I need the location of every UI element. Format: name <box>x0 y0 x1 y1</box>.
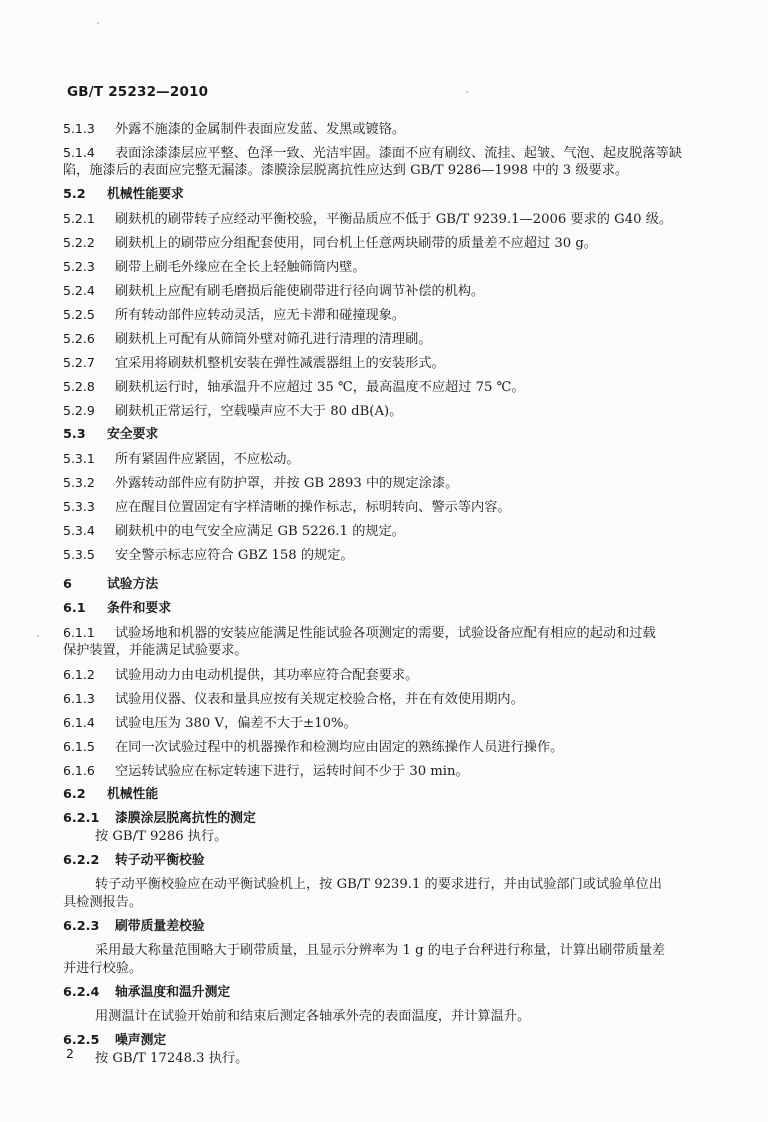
clause-text: 试验用仪器、仪表和量具应按有关规定校验合格，并在有效使用期内。 <box>115 692 524 707</box>
continuation-line <box>63 894 723 912</box>
clause-text: 外露转动部件应有防护罩，并按 GB 2893 中的规定涂漆。 <box>115 476 459 491</box>
clause-number: 5.2.7 <box>63 355 95 370</box>
clause-text: 试验电压为 380 V，偏差不大于±10%。 <box>115 716 357 731</box>
clause-number: 6.1.2 <box>63 667 95 682</box>
clause-number: 5.3.5 <box>63 547 95 562</box>
clause-number: 5.3.3 <box>63 499 95 514</box>
clause-line <box>63 258 723 277</box>
standard-header: GB/T 25232—2010 <box>67 84 209 100</box>
clause-number: 6.2.3 <box>63 919 100 934</box>
clause-line <box>63 810 723 828</box>
clause-text: 刷麸机上可配有从筛筒外壁对筛孔进行清理的清理刷。 <box>115 332 432 347</box>
clause-text: 具检测报告。 <box>63 895 143 910</box>
clause-line <box>63 666 723 685</box>
section-heading: 试验方法 <box>107 577 159 592</box>
clause-text: 并进行校验。 <box>63 961 143 976</box>
clause-number: 5.2 <box>63 187 86 202</box>
clause-text: 刷麸机正常运行，空载噪声应不大于 80 dB(A)。 <box>115 404 403 419</box>
clause-number: 6.2.4 <box>63 985 100 1000</box>
clause-line <box>63 402 723 421</box>
section-heading: 条件和要求 <box>107 601 171 616</box>
clause-line <box>63 354 723 373</box>
clause-text: 采用最大称量范围略大于刷带质量，且显示分辨率为 1 g 的电子台秤进行称量，计算出刷带质量差 <box>95 943 666 958</box>
clause-line <box>63 306 723 325</box>
clause-number: 5.2.5 <box>63 307 95 322</box>
clause-line <box>63 918 723 936</box>
clause-text: 按 GB/T 17248.3 执行。 <box>95 1051 249 1066</box>
section-heading: 轴承温度和温升测定 <box>115 985 231 1000</box>
clause-number: 6.1.6 <box>63 763 95 778</box>
clause-number: 5.2.1 <box>63 211 95 226</box>
clause-number: 6.2 <box>63 787 86 802</box>
clause-text: 试验场地和机器的安装应能满足性能试验各项测定的需要，试验设备应配有相应的起动和过载 <box>115 626 656 641</box>
clause-text: 安全警示标志应符合 GBZ 158 的规定。 <box>115 548 354 563</box>
clause-text: 所有转动部件应转动灵活，应无卡滞和碰撞现象。 <box>115 308 406 323</box>
clause-number: 6.1 <box>63 601 86 616</box>
clause-number: 6.2.5 <box>63 1033 100 1048</box>
clause-text: 刷麸机中的电气安全应满足 GB 5226.1 的规定。 <box>115 524 405 539</box>
clause-text: 保护装置，并能满足试验要求。 <box>63 643 248 658</box>
section-heading: 机械性能要求 <box>107 187 184 202</box>
clause-number: 5.2.9 <box>63 403 95 418</box>
clause-line <box>63 426 723 444</box>
clause-text: 外露不施漆的金属制件表面应发蓝、发黑或镀铬。 <box>115 122 406 137</box>
clause-number: 5.3 <box>63 427 86 442</box>
continuation-line <box>95 1008 755 1026</box>
clause-line <box>63 600 723 618</box>
clause-number: 5.2.4 <box>63 283 95 298</box>
clause-line <box>63 546 723 565</box>
clause-text: 空运转试验应在标定转速下进行，运转时间不少于 30 min。 <box>115 764 469 779</box>
clause-text: 所有紧固件应紧固，不应松动。 <box>115 452 300 467</box>
section-heading: 机械性能 <box>107 787 159 802</box>
clause-line <box>63 984 723 1002</box>
clause-number: 6.2.1 <box>63 811 100 826</box>
continuation-line <box>63 642 723 660</box>
clause-line <box>63 210 723 229</box>
clause-text: 应在醒目位置固定有字样清晰的操作标志，标明转向、警示等内容。 <box>115 500 511 515</box>
clause-text: 刷麸机上应配有刷毛磨损后能使刷带进行径向调节补偿的机构。 <box>115 284 485 299</box>
clause-line <box>63 474 723 493</box>
clause-text: 按 GB/T 9286 执行。 <box>95 829 228 844</box>
clause-line <box>63 762 723 781</box>
clause-text: 宜采用将刷麸机整机安装在弹性减震器组上的安装形式。 <box>115 356 445 371</box>
clause-line <box>63 522 723 541</box>
section-heading: 漆膜涂层脱离抗性的测定 <box>115 811 256 826</box>
clause-line <box>63 330 723 349</box>
clause-text: 刷带上刷毛外缘应在全长上轻触筛筒内壁。 <box>115 260 366 275</box>
clause-line <box>63 624 723 643</box>
section-heading: 安全要求 <box>107 427 159 442</box>
section-heading: 刷带质量差校验 <box>115 919 205 934</box>
clause-number: 6.1.5 <box>63 739 95 754</box>
clause-line <box>63 120 723 139</box>
continuation-line <box>95 1050 755 1068</box>
clause-number: 5.2.8 <box>63 379 95 394</box>
clause-text: 表面涂漆漆层应平整、色泽一致、光洁牢固。漆面不应有刷纹、流挂、起皱、气泡、起皮脱落等缺 <box>115 146 683 161</box>
clause-line <box>63 714 723 733</box>
clause-text: 转子动平衡校验应在动平衡试验机上，按 GB/T 9239.1 的要求进行，并由试验部门或试验单位出 <box>95 877 662 892</box>
clause-line <box>63 282 723 301</box>
continuation-line <box>63 162 723 180</box>
clause-number: 5.3.4 <box>63 523 95 538</box>
clause-line <box>63 690 723 709</box>
clause-line <box>63 852 723 870</box>
page-number: 2 <box>66 1046 74 1061</box>
clause-number: 5.2.2 <box>63 235 95 250</box>
clause-text: 刷麸机上的刷带应分组配套使用，同台机上任意两块刷带的质量差不应超过 30 g。 <box>115 236 597 251</box>
clause-number: 6.1.4 <box>63 715 95 730</box>
continuation-line <box>95 876 755 894</box>
clause-line <box>63 450 723 469</box>
clause-line <box>63 144 723 163</box>
continuation-line <box>95 942 755 960</box>
clause-text: 用测温计在试验开始前和结束后测定各轴承外壳的表面温度，并计算温升。 <box>95 1009 531 1024</box>
clause-text: 刷麸机的刷带转子应经动平衡校验，平衡品质应不低于 GB/T 9239.1—2006 要求的 G40 级。 <box>115 212 673 227</box>
clause-number: 5.2.3 <box>63 259 95 274</box>
clause-line <box>63 186 723 204</box>
clause-line <box>63 738 723 757</box>
clause-number: 6 <box>63 577 72 592</box>
clause-number: 5.3.2 <box>63 475 95 490</box>
clause-text: 陷，施漆后的表面应完整无漏漆。漆膜涂层脱离抗性应达到 GB/T 9286—1998 中的 3 级要求。 <box>63 163 629 178</box>
clause-number: 5.2.6 <box>63 331 95 346</box>
clause-number: 6.2.2 <box>63 853 100 868</box>
clause-text: 试验用动力由电动机提供，其功率应符合配套要求。 <box>115 668 419 683</box>
clause-number: 5.1.3 <box>63 121 95 136</box>
clause-line <box>63 498 723 517</box>
clause-line <box>63 576 723 594</box>
clause-number: 5.1.4 <box>63 145 95 160</box>
clause-line <box>63 786 723 804</box>
clause-number: 6.1.1 <box>63 625 95 640</box>
continuation-line <box>63 960 723 978</box>
clause-line <box>63 234 723 253</box>
clause-number: 6.1.3 <box>63 691 95 706</box>
clause-text: 刷麸机运行时，轴承温升不应超过 35 ℃，最高温度不应超过 75 ℃。 <box>115 380 525 395</box>
section-heading: 噪声测定 <box>115 1033 167 1048</box>
section-heading: 转子动平衡校验 <box>115 853 205 868</box>
clause-number: 5.3.1 <box>63 451 95 466</box>
clause-text: 在同一次试验过程中的机器操作和检测均应由固定的熟练操作人员进行操作。 <box>115 740 564 755</box>
clause-line <box>63 378 723 397</box>
continuation-line <box>95 828 755 846</box>
clause-line <box>63 1032 723 1050</box>
